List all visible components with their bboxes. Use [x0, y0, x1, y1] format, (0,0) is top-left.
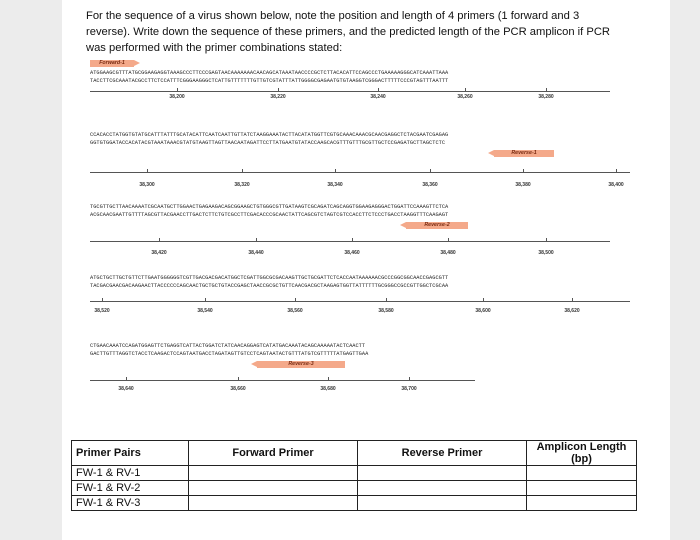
table-row: [72, 466, 637, 481]
amplicon-length-cell[interactable]: [527, 481, 637, 496]
sequence-block-1-bottom-strand: TACCTTCGCAAATACGCCTTCTCCATTTCGGGAAGGGCTCATTGTTTTTTTGTTGTCGTATTTATTGGGGCGAGAATGTGTAAGGTCGGGACTTTTTCCCGTAGTTTAATTT: [90, 78, 449, 84]
ruler-tick: [242, 169, 243, 173]
sequence-block-4-top-strand: ATGCTGCTTGCTGTTCTTGAATGGGGGGTCGTTGACGACGACATGGCTCGATTGGCGCGACAAGTTGCTGCGATTCTCACCAATAAAAAACGCCCGGCGGCAACCGAGCGTT: [90, 275, 449, 281]
reverse-primer-2-annotation: Reverse-2: [406, 222, 468, 229]
ruler-tick: [523, 169, 524, 173]
ruler-tick: [448, 238, 449, 242]
ruler-label: 38,560: [287, 308, 303, 314]
forward-primer-cell[interactable]: [189, 481, 358, 496]
ruler-tick: [102, 298, 103, 302]
reverse-primer-3-annotation: Reverse-3: [257, 361, 345, 368]
ruler-label: 38,660: [230, 386, 246, 392]
ruler-tick: [483, 298, 484, 302]
ruler-label: 38,380: [515, 182, 531, 188]
header-forward-primer: Forward Primer: [189, 441, 358, 466]
header-reverse-primer: Reverse Primer: [358, 441, 527, 466]
ruler-label: 38,240: [370, 94, 386, 100]
sequence-block-4-bottom-strand: TACGACGAACGACAAGAACTTACCCCCCAGCAACTGCTGCTGTACCGAGCTAACCGCGCTGTTCAACGACGCTAAGAGTGGTTATTTTTTGCGGGCCGCCGTTGGCTCGCAA: [90, 283, 449, 289]
sequence-block-5-top-strand: CTGAACAAATCCAGATGGAGTTCTGAGGTCATTACTGGATCTATCAACAGGAGTCATATGACAAATACAGCAAAAATACTCAACTT: [90, 343, 366, 349]
sequence-block-2-top-strand: CCACACCTATGGTGTATGCATTTATTTGCATACATTCAATCAATTGTTATCTAAGGAAATACTTACATATGGTTCGTGCAAACAAACGCAACGAGGCTCTACGAATCGAGAG: [90, 132, 449, 138]
ruler-tick: [147, 169, 148, 173]
ruler-label: 38,280: [538, 94, 554, 100]
amplicon-length-cell[interactable]: [527, 466, 637, 481]
ruler-tick: [378, 88, 379, 92]
ruler-label: 38,680: [320, 386, 336, 392]
ruler-tick: [430, 169, 431, 173]
ruler-axis-1: [90, 91, 610, 92]
ruler-label: 38,200: [169, 94, 185, 100]
header-primer-pairs: Primer Pairs: [72, 441, 189, 466]
ruler-label: 38,220: [270, 94, 286, 100]
ruler-label: 38,700: [401, 386, 417, 392]
ruler-axis-2: [90, 172, 630, 173]
answer-table: [71, 440, 637, 511]
reverse-primer-1-annotation: Reverse-1: [494, 150, 554, 157]
ruler-axis-5: [90, 380, 475, 381]
ruler-tick: [409, 377, 410, 381]
primer-pair-cell: FW-1 & RV-2: [72, 481, 189, 496]
ruler-label: 38,260: [457, 94, 473, 100]
ruler-label: 38,500: [538, 250, 554, 256]
left-margin: [0, 0, 62, 540]
right-margin: [670, 0, 700, 540]
ruler-tick: [546, 88, 547, 92]
ruler-tick: [386, 298, 387, 302]
ruler-tick: [126, 377, 127, 381]
reverse-primer-cell[interactable]: [358, 466, 527, 481]
ruler-tick: [616, 169, 617, 173]
forward-primer-cell[interactable]: [189, 466, 358, 481]
question-text: For the sequence of a virus shown below, note the position and length of 4 primers (1 forward and 3 reverse). Write down the sequence of these primers, and the predicted length of the PCR amplicon if PCR was performed with the primer combinations stated:: [86, 10, 611, 54]
reverse-primer-cell[interactable]: [358, 481, 527, 496]
ruler-label: 38,300: [139, 182, 155, 188]
ruler-label: 38,580: [378, 308, 394, 314]
table-row: [72, 496, 637, 511]
ruler-tick: [546, 238, 547, 242]
ruler-label: 38,600: [475, 308, 491, 314]
ruler-tick: [465, 88, 466, 92]
ruler-label: 38,420: [151, 250, 167, 256]
ruler-tick: [177, 88, 178, 92]
sequence-block-2-bottom-strand: GGTGTGGATACCACATACGTAAATAAACGTATGTAAGTTAGTTAACAATAGATTCCTTATGAATGTATACCAAGCACGTTTGTTTGCGTTGCTCCGAGATGCTTAGCTCTC: [90, 140, 446, 146]
header-amplicon-length: Amplicon Length (bp): [527, 441, 637, 466]
ruler-tick: [256, 238, 257, 242]
ruler-tick: [295, 298, 296, 302]
primer-pair-cell: FW-1 & RV-3: [72, 496, 189, 511]
ruler-label: 38,480: [440, 250, 456, 256]
sequence-block-3-bottom-strand: ACGCAACGAATTGTTTTAGCGTTACGAACCTTGACTCTTCTGTCGCCTTCGACACCCGCAACTATTCAGCGTCTAGTCGTCCACCTTCTCCCTGACCTAAGGTTTCAAGAGT: [90, 212, 449, 218]
sequence-block-3-top-strand: TGCGTTGCTTAACAAAATCGCAATGCTTGGAACTGAGAAGACAGCGGAAGCTGTGGGCGTTGATAAGTCGCAGATCAGCAGGTGGAAGAGGGACTGGATTCCAAAGTTCTCA: [90, 204, 449, 210]
ruler-label: 38,440: [248, 250, 264, 256]
ruler-tick: [238, 377, 239, 381]
table-row: [72, 481, 637, 496]
table-header-row: [72, 441, 637, 466]
ruler-label: 38,520: [94, 308, 110, 314]
ruler-tick: [205, 298, 206, 302]
ruler-label: 38,400: [608, 182, 624, 188]
ruler-tick: [278, 88, 279, 92]
ruler-axis-3: [90, 241, 610, 242]
ruler-tick: [328, 377, 329, 381]
ruler-tick: [159, 238, 160, 242]
ruler-tick: [352, 238, 353, 242]
ruler-label: 38,360: [422, 182, 438, 188]
forward-primer-1-annotation: Forward-1: [90, 60, 134, 67]
ruler-label: 38,620: [564, 308, 580, 314]
ruler-label: 38,540: [197, 308, 213, 314]
ruler-label: 38,460: [344, 250, 360, 256]
ruler-axis-4: [90, 301, 630, 302]
amplicon-length-cell[interactable]: [527, 496, 637, 511]
sequence-block-1-top-strand: ATGGAAGCGTTTATGCGGAAGAGGTAAAGCCCTTCCCGAGTAACAAAAAAACAACAGCATAAATAACCCCGCTCTTACACATTCCAGCCCTGAAAAAGGGCATCAAATTAAA: [90, 70, 449, 76]
ruler-label: 38,340: [327, 182, 343, 188]
sequence-block-5-bottom-strand: GACTTGTTTAGGTCTACCTCAAGACTCCAGTAATGACCTAGATAGTTGTCCTCAGTAATACTGTTTATGTCGTTTTTATGAGTTGAA: [90, 351, 369, 357]
ruler-label: 38,320: [234, 182, 250, 188]
primer-pair-cell: FW-1 & RV-1: [72, 466, 189, 481]
forward-primer-cell[interactable]: [189, 496, 358, 511]
ruler-label: 38,640: [118, 386, 134, 392]
reverse-primer-cell[interactable]: [358, 496, 527, 511]
ruler-tick: [335, 169, 336, 173]
ruler-tick: [572, 298, 573, 302]
